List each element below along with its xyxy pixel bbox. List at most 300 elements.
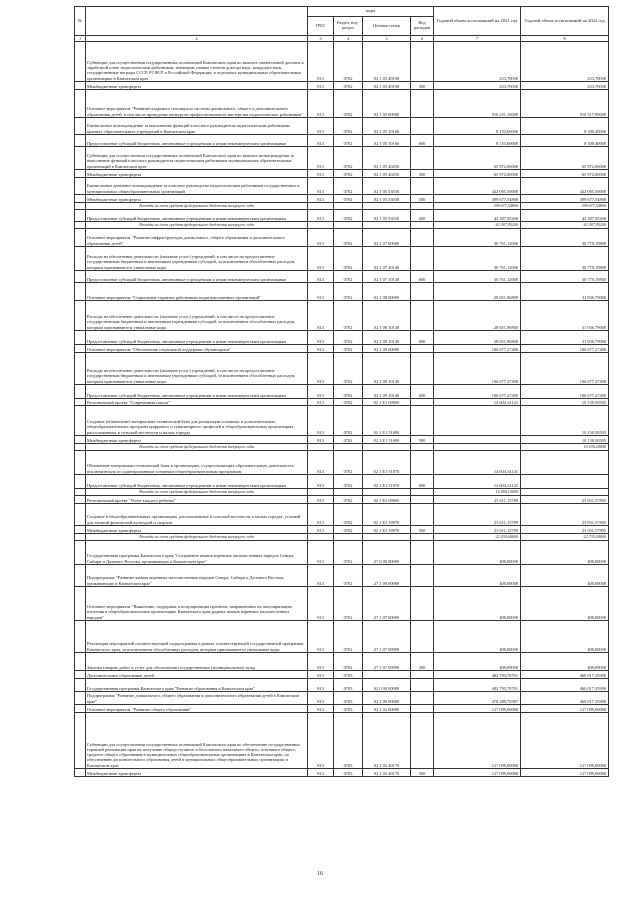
row-name-cell: Основное мероприятие "Развитие кадрового потенциала системы дошкольного, общего и дополнительного образования детей, в том числе проведение конкурсов профессионального мастерства педагогических работников" (86, 90, 308, 118)
expense-type-cell (411, 679, 434, 692)
target-article-cell: 27 1 07 09990 (363, 653, 411, 671)
row-name-cell: Ежемесячное денежное вознаграждение за классное руководство педагогическим работникам государственных и муниципальных общеобразовательных организаций (86, 178, 308, 195)
row-name-cell: Подпрограмма "Развитие дошкольного, общего образования и дополнительного образования детей в Камчатском крае" (86, 692, 308, 705)
table-row (75, 271, 609, 283)
row-name-cell: Межбюджетные трансферты (86, 769, 308, 777)
expense-type-cell: 600 (411, 385, 434, 399)
razdel-cell: 0702 (334, 195, 363, 203)
razdel-cell: 0702 (334, 331, 363, 345)
grbs-cell: 813 (308, 399, 334, 406)
amount-2021-cell: 399 677,54800 (434, 203, 521, 210)
amount-2021-cell (434, 436, 521, 444)
grbs-cell: 813 (308, 283, 334, 301)
expense-type-cell (411, 587, 434, 621)
column-number: 5 (363, 36, 411, 42)
row-number-cell (75, 271, 86, 283)
amount-2022-cell: 127 099,00000 (521, 705, 609, 713)
grbs-cell: 813 (308, 653, 334, 671)
grbs-cell: 813 (308, 271, 334, 283)
razdel-cell: 0702 (334, 541, 363, 565)
amount-2021-cell: 14 604,14141 (434, 451, 521, 475)
table-row (75, 42, 609, 82)
razdel-cell: 0702 (334, 587, 363, 621)
row-number-cell (75, 283, 86, 301)
target-article-cell: 02 1 07 10140 (363, 271, 411, 283)
expense-type-cell: 500 (411, 436, 434, 444)
grbs-cell: 813 (308, 82, 334, 90)
row-number-cell (75, 170, 86, 178)
target-article-cell: 02 1 05 53030 (363, 178, 411, 195)
expense-type-cell (411, 353, 434, 385)
razdel-cell: 0702 (334, 475, 363, 489)
amount-2021-cell: 127 099,00000 (434, 769, 521, 777)
razdel-cell: 0702 (334, 147, 363, 170)
table-row (75, 147, 609, 170)
federal-funds-note-row (75, 222, 609, 229)
row-name-cell: Основное мероприятие "Социальные гарантии работникам подведомственных организаций" (86, 283, 308, 301)
amount-2022-cell: 65 972,00000 (521, 170, 609, 178)
table-row (75, 247, 609, 271)
amount-2022-cell: 10 130,50505 (521, 436, 609, 444)
expense-type-cell (411, 489, 434, 496)
expense-type-cell (411, 541, 434, 565)
amount-2022-cell: 460 017,35900 (521, 671, 609, 679)
federal-funds-note-row (75, 489, 609, 496)
header-2021: Годовой объем ассигнований на 2021 год (434, 7, 521, 36)
expense-type-cell (411, 301, 434, 331)
row-name-cell: Основное мероприятие "Обеспечение социальной поддержки обучающихся" (86, 345, 308, 353)
row-number-cell (75, 653, 86, 671)
razdel-cell: 0702 (334, 178, 363, 195)
razdel-cell: 0702 (334, 283, 363, 301)
expense-type-cell (411, 90, 434, 118)
row-number-cell (75, 769, 86, 777)
amount-2021-cell: 8 153,60000 (434, 118, 521, 135)
amount-2021-cell: 482 793,70791 (434, 679, 521, 692)
row-name-cell: Межбюджетные трансферты (86, 526, 308, 534)
row-name-cell: Расходы на обеспечение деятельности (оказание услуг) учреждений, в том числе на предоставление государственным бюджетным и автономным учреждениям субсидий, за исключением обособленных расходов, которым присваиваются уникальные коды (86, 301, 308, 331)
header-grbs: ГРБС (308, 17, 334, 36)
amount-2021-cell: 28 651,96800 (434, 301, 521, 331)
grbs-cell: 813 (308, 195, 334, 203)
grbs-cell: 813 (308, 90, 334, 118)
target-article-cell: 02 1 05 53030 (363, 195, 411, 203)
expense-type-cell: 500 (411, 82, 434, 90)
amount-2022-cell: 31 936,79000 (521, 283, 609, 301)
table-row (75, 621, 609, 653)
row-number-cell (75, 504, 86, 526)
amount-2022-cell: 400,00000 (521, 653, 609, 671)
row-number-cell (75, 331, 86, 345)
row-number-cell (75, 135, 86, 147)
amount-2021-cell: 127 099,00000 (434, 713, 521, 769)
expense-type-cell (411, 713, 434, 769)
row-number-cell (75, 451, 86, 475)
column-number: 8 (521, 36, 609, 42)
federal-funds-note-row (75, 444, 609, 451)
amount-2021-cell: 400,00000 (434, 587, 521, 621)
row-number-cell (75, 118, 86, 135)
table-row (75, 705, 609, 713)
expense-type-cell (411, 118, 434, 135)
amount-2022-cell: 233,70000 (521, 82, 609, 90)
amount-2022-cell: 399 677,54800 (521, 195, 609, 203)
expense-type-cell (411, 692, 434, 705)
amount-2022-cell: 42 387,95200 (521, 210, 609, 222)
expense-type-cell (411, 671, 434, 679)
grbs-cell: 813 (308, 301, 334, 331)
target-article-cell: 02 1 05 00000 (363, 90, 411, 118)
row-number-cell (75, 42, 86, 82)
grbs-cell: 813 (308, 178, 334, 195)
target-article-cell: 02 1 Е2 00000 (363, 496, 411, 504)
razdel-cell: 0702 (334, 653, 363, 671)
amount-2021-cell: 106 677,27400 (434, 353, 521, 385)
budget-table-body (75, 42, 609, 777)
amount-2022-cell: 106 677,27400 (521, 385, 609, 399)
razdel-cell: 0702 (334, 504, 363, 526)
table-row (75, 526, 609, 534)
amount-2022-cell: 399 677,54800 (521, 203, 609, 210)
row-name-cell: Дополнительное образование детей (86, 671, 308, 679)
razdel-cell: 0702 (334, 82, 363, 90)
razdel-cell: 0702 (334, 526, 363, 534)
razdel-cell: 0703 (334, 679, 363, 692)
razdel-cell: 0703 (334, 713, 363, 769)
row-number-cell (75, 713, 86, 769)
amount-2021-cell: 400,00000 (434, 621, 521, 653)
row-number-cell (75, 587, 86, 621)
row-number-cell (75, 229, 86, 247)
grbs-cell: 813 (308, 541, 334, 565)
target-article-cell: 02 1 05 53030 (363, 210, 411, 222)
amount-2022-cell: 42 387,95200 (521, 222, 609, 229)
amount-2022-cell: 30 770,19800 (521, 247, 609, 271)
grbs-cell: 813 (308, 331, 334, 345)
target-article-cell: 02 1 Е1 51690 (363, 406, 411, 436)
amount-2021-cell: 106 677,27400 (434, 385, 521, 399)
expense-type-cell (411, 565, 434, 587)
amount-2022-cell: 23 931,57895 (521, 504, 609, 526)
grbs-cell: 813 (308, 692, 334, 705)
row-name-cell: Основное мероприятие "Развитие инфраструктуры дошкольного, общего образования и дополнительного образования детей" (86, 229, 308, 247)
amount-2021-cell: 8 153,60000 (434, 135, 521, 147)
amount-2021-cell: 482 793,70791 (434, 671, 521, 679)
amount-2022-cell: 10 030,20000 (521, 444, 609, 451)
row-number-cell (75, 345, 86, 353)
expense-type-cell: 500 (411, 526, 434, 534)
column-number: 4 (334, 36, 363, 42)
grbs-cell: 813 (308, 475, 334, 489)
row-number-cell (75, 385, 86, 399)
amount-2021-cell: 233,70000 (434, 82, 521, 90)
razdel-cell (334, 489, 363, 496)
target-article-cell: 02 1 09 00000 (363, 345, 411, 353)
amount-2022-cell: 106 677,27400 (521, 345, 609, 353)
target-article-cell: 02 1 09 10140 (363, 353, 411, 385)
target-article-cell: 02 1 Е1 00000 (363, 399, 411, 406)
expense-type-cell (411, 406, 434, 436)
razdel-cell: 0702 (334, 229, 363, 247)
grbs-cell: 813 (308, 147, 334, 170)
row-number-cell (75, 679, 86, 692)
target-article-cell (363, 489, 411, 496)
grbs-cell: 813 (308, 679, 334, 692)
grbs-cell: 813 (308, 451, 334, 475)
amount-2021-cell: 42 387,95200 (434, 222, 521, 229)
table-row (75, 82, 609, 90)
razdel-cell: 0702 (334, 621, 363, 653)
amount-2022-cell: 31 936,79000 (521, 301, 609, 331)
row-name-cell: Предоставление субсидий бюджетным, автономным учреждениям и иным некоммерческим организациям (86, 475, 308, 489)
amount-2021-cell: 28 651,96800 (434, 331, 521, 345)
amount-2022-cell: 106 677,27400 (521, 353, 609, 385)
razdel-cell: 0702 (334, 345, 363, 353)
amount-2022-cell: 400,00000 (521, 621, 609, 653)
expense-type-cell: 600 (411, 475, 434, 489)
row-name-cell: Расходы на обеспечение деятельности (оказание услуг) учреждений, в том числе на предоставление государственным бюджетным и автономным учреждениям субсидий, за исключением обособленных расходов, которым присваиваются уникальные коды (86, 247, 308, 271)
grbs-cell: 813 (308, 118, 334, 135)
amount-2021-cell: 22 430,60000 (434, 534, 521, 541)
budget-table-sheet (74, 6, 608, 777)
row-number-cell (75, 195, 86, 203)
row-name-cell: Государственная программа Камчатского края "Сохранение языков коренных малочисленных народов Севера, Сибири и Дальнего Востока, проживающих в Камчатском крае" (86, 541, 308, 565)
amount-2021-cell (434, 406, 521, 436)
grbs-cell: 813 (308, 406, 334, 436)
amount-2022-cell: 31 936,79000 (521, 331, 609, 345)
row-name-cell: Субвенции для осуществления государственных полномочий Камчатского края по выплате вознаграждения за выполнение функций классного руководителя педагогическим работникам муниципальных образовательных организаций в Камчатском крае (86, 147, 308, 170)
table-row (75, 229, 609, 247)
amount-2022-cell: 65 972,00000 (521, 147, 609, 170)
razdel-cell: 0703 (334, 692, 363, 705)
target-article-cell: 27 1 07 09990 (363, 621, 411, 653)
target-article-cell: 02 1 05 10160 (363, 118, 411, 135)
table-row (75, 541, 609, 565)
razdel-cell: 0703 (334, 705, 363, 713)
amount-2022-cell: 22 735,00000 (521, 534, 609, 541)
target-article-cell: 02 1 Е2 50970 (363, 526, 411, 534)
row-name-cell: Предоставление субсидий бюджетным, автономным учреждениям и иным некоммерческим организациям (86, 385, 308, 399)
grbs-cell: 813 (308, 565, 334, 587)
expense-type-cell: 200 (411, 653, 434, 671)
table-row (75, 692, 609, 705)
table-row (75, 451, 609, 475)
row-name-cell: Региональный проект "Успех каждого ребенка" (86, 496, 308, 504)
table-row (75, 345, 609, 353)
table-row (75, 653, 609, 671)
grbs-cell: 813 (308, 170, 334, 178)
amount-2022-cell: 10 130,50505 (521, 406, 609, 436)
amount-2021-cell: 30 761,12000 (434, 247, 521, 271)
amount-2022-cell (521, 451, 609, 475)
table-row (75, 587, 609, 621)
razdel-cell (334, 203, 363, 210)
amount-2022-cell: 400,00000 (521, 541, 609, 565)
target-article-cell: 02 1 Е1 51870 (363, 475, 411, 489)
table-row (75, 178, 609, 195)
row-name-cell: Межбюджетные трансферты (86, 436, 308, 444)
expense-type-cell (411, 451, 434, 475)
table-row (75, 353, 609, 385)
expense-type-cell (411, 621, 434, 653)
federal-funds-note-row (75, 203, 609, 210)
grbs-cell (308, 534, 334, 541)
amount-2022-cell: 23 931,57895 (521, 496, 609, 504)
header-csr: Целевая статья (363, 17, 411, 36)
table-row (75, 671, 609, 679)
row-name-cell: Государственная программа Камчатского края "Развитие образования в Камчатском крае" (86, 679, 308, 692)
amount-2021-cell: 106 677,27400 (434, 345, 521, 353)
razdel-cell (334, 222, 363, 229)
table-row (75, 385, 609, 399)
razdel-cell: 0703 (334, 769, 363, 777)
target-article-cell: 02 1 08 10140 (363, 301, 411, 331)
expense-type-cell: 500 (411, 769, 434, 777)
amount-2022-cell (521, 475, 609, 489)
expense-type-cell: 500 (411, 170, 434, 178)
target-article-cell: 27 1 00 00000 (363, 565, 411, 587)
row-name-cell: Основное мероприятие "Развитие общего образования" (86, 705, 308, 713)
expense-type-cell (411, 399, 434, 406)
target-article-cell (363, 444, 411, 451)
row-number-cell (75, 475, 86, 489)
row-number-cell (75, 489, 86, 496)
table-row (75, 195, 609, 203)
table-row (75, 331, 609, 345)
row-name-cell: Реализация мероприятий соответствующей подпрограммы в рамках соответствующей государственной программы Камчатского края, за исключением обособленных расходов, которым присваиваются уникальные коды (86, 621, 308, 653)
row-number-cell (75, 534, 86, 541)
expense-type-cell (411, 42, 434, 82)
razdel-cell: 0702 (334, 170, 363, 178)
expense-type-cell (411, 534, 434, 541)
expense-type-cell (411, 496, 434, 504)
target-article-cell: 02 1 02 00000 (363, 705, 411, 713)
grbs-cell: 813 (308, 353, 334, 385)
target-article-cell: 02 0 00 00000 (363, 679, 411, 692)
row-number-cell (75, 621, 86, 653)
row-name-cell: Создание в общеобразовательных организациях, расположенных в сельской местности и малых городах, условий для занятий физической культурой и спортом (86, 504, 308, 526)
page-number: 16 (317, 871, 323, 877)
grbs-cell: 813 (308, 436, 334, 444)
target-article-cell (363, 534, 411, 541)
row-number-cell (75, 565, 86, 587)
budget-table (74, 6, 609, 777)
target-article-cell (363, 671, 411, 679)
razdel-cell: 0702 (334, 42, 363, 82)
row-name-cell: Межбюджетные трансферты (86, 82, 308, 90)
target-article-cell: 02 1 Е1 51690 (363, 436, 411, 444)
row-number-cell (75, 705, 86, 713)
grbs-cell: 813 (308, 526, 334, 534)
row-name-cell: Расходы на обеспечение деятельности (оказание услуг) учреждений, в том числе на предоставление государственным бюджетным и автономным учреждениям субсидий, за исключением обособленных расходов, которым присваиваются уникальные коды (86, 353, 308, 385)
amount-2022-cell: 127 099,00000 (521, 713, 609, 769)
expense-type-cell: 600 (411, 210, 434, 222)
row-number-cell (75, 147, 86, 170)
header-razdel: Раздел, под-раздел (334, 17, 363, 36)
row-number-cell (75, 671, 86, 679)
row-number-cell (75, 82, 86, 90)
row-number-cell (75, 222, 86, 229)
target-article-cell: 02 1 07 10140 (363, 247, 411, 271)
razdel-cell: 0702 (334, 565, 363, 587)
target-article-cell: 27 1 07 00000 (363, 587, 411, 621)
razdel-cell: 0703 (334, 671, 363, 679)
grbs-cell: 813 (308, 247, 334, 271)
grbs-cell: 813 (308, 769, 334, 777)
expense-type-cell (411, 178, 434, 195)
target-article-cell: 02 1 05 40250 (363, 170, 411, 178)
razdel-cell: 0702 (334, 406, 363, 436)
column-number: 3 (308, 36, 334, 42)
table-row (75, 406, 609, 436)
razdel-cell: 0702 (334, 118, 363, 135)
row-number-cell (75, 444, 86, 451)
razdel-cell: 0702 (334, 436, 363, 444)
column-number: 1 (75, 36, 86, 42)
expense-type-cell (411, 283, 434, 301)
razdel-cell: 0702 (334, 271, 363, 283)
razdel-cell: 0702 (334, 451, 363, 475)
amount-2022-cell: 516 517,90000 (521, 90, 609, 118)
amount-2022-cell: 460 017,35900 (521, 679, 609, 692)
target-article-cell: 02 1 09 10140 (363, 385, 411, 399)
row-name-cell: Расходы за счет средств федерального бюджета текущего года (86, 222, 308, 229)
table-row (75, 90, 609, 118)
amount-2022-cell: 442 065,50000 (521, 178, 609, 195)
target-article-cell: 02 1 Е2 50970 (363, 504, 411, 526)
amount-2021-cell: 399 677,54800 (434, 195, 521, 203)
target-article-cell (363, 203, 411, 210)
amount-2021-cell: 23 611,15789 (434, 496, 521, 504)
row-name-cell: Расходы за счет средств федерального бюджета текущего года (86, 489, 308, 496)
table-row (75, 769, 609, 777)
grbs-cell (308, 203, 334, 210)
target-article-cell: 02 1 03 40190 (363, 82, 411, 90)
amount-2021-cell (434, 444, 521, 451)
row-number-cell (75, 526, 86, 534)
amount-2021-cell: 14 604,14141 (434, 475, 521, 489)
row-name-cell: Предоставление субсидий бюджетным, автономным учреждениям и иным некоммерческим организациям (86, 210, 308, 222)
target-article-cell: 02 1 03 40190 (363, 42, 411, 82)
amount-2021-cell: 516 251,10000 (434, 90, 521, 118)
table-row (75, 679, 609, 692)
row-number-cell (75, 353, 86, 385)
expense-type-cell: 600 (411, 271, 434, 283)
amount-2022-cell: 8 300,40000 (521, 135, 609, 147)
row-name-cell: Обновление материально-технической базы в организациях, осуществляющих образовательную деятельность исключительно по адаптированным основным общеобразовательным программам (86, 451, 308, 475)
razdel-cell (334, 534, 363, 541)
row-name-cell: Межбюджетные трансферты (86, 195, 308, 203)
table-row (75, 496, 609, 504)
target-article-cell: 02 1 05 10160 (363, 135, 411, 147)
row-name-cell: Подпрограмма "Развитие языков коренных малочисленных народов Севера, Сибири и Дальнего Востока, проживающих в Камчатском крае" (86, 565, 308, 587)
row-name-cell: Предоставление субсидий бюджетным, автономным учреждениям и иным некоммерческим организациям (86, 271, 308, 283)
target-article-cell: 02 1 08 10140 (363, 331, 411, 345)
row-name-cell: Расходы за счет средств федерального бюджета текущего года (86, 534, 308, 541)
table-row (75, 399, 609, 406)
expense-type-cell (411, 203, 434, 210)
amount-2022-cell: 10 130,50505 (521, 399, 609, 406)
row-name-cell: Региональный проект "Современная школа" (86, 399, 308, 406)
expense-type-cell (411, 705, 434, 713)
target-article-cell: 27 0 00 00000 (363, 541, 411, 565)
grbs-cell (308, 489, 334, 496)
row-name-cell: Межбюджетные трансферты (86, 170, 308, 178)
table-row (75, 436, 609, 444)
expense-type-cell: 500 (411, 195, 434, 203)
grbs-cell: 813 (308, 621, 334, 653)
amount-2021-cell: 400,00000 (434, 541, 521, 565)
